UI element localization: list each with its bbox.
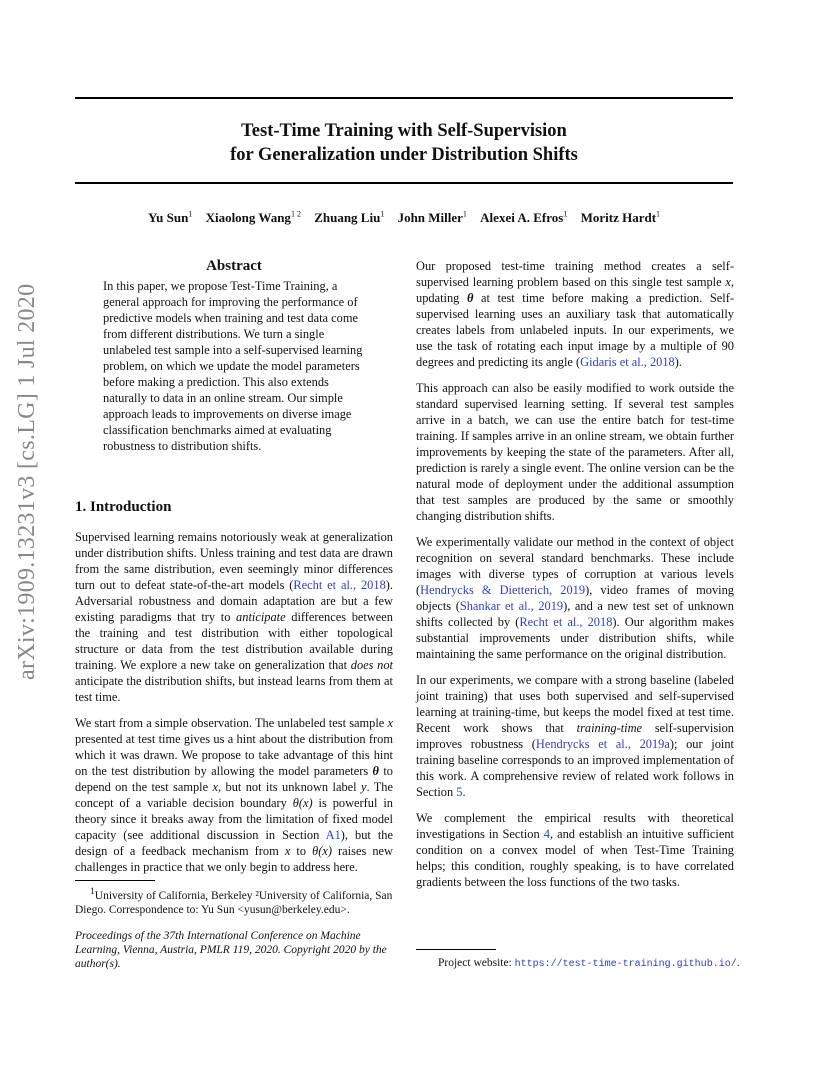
title-line-2: for Generalization under Distribution Shifts	[230, 145, 578, 165]
project-website-link[interactable]: https://test-time-training.github.io/	[514, 959, 737, 970]
citation-link[interactable]: Shankar et al., 2019	[459, 599, 564, 613]
right-paragraph-5: We complement the empirical results with theoretical investigations in Section 4, and establish an intuitive sufficient condition on a convex model of when Test-Time Training helps; this condition, roughly speaking, is to have correlated gradients between the loss functions of the two tasks.	[416, 811, 734, 889]
section-link[interactable]: 4	[543, 827, 550, 841]
arxiv-stamp: arXiv:1909.13231v3 [cs.LG] 1 Jul 2020	[14, 283, 40, 680]
left-column	[75, 258, 393, 885]
title-bottom-rule	[75, 182, 733, 184]
right-column	[416, 258, 734, 900]
abstract-heading: Abstract	[206, 258, 262, 274]
intro-paragraph-2: We start from a simple observation. The unlabeled test sample x presented at test time gives us a hint about the distribution from which it was drawn. We propose to take advantage of this hint on the test distribution by allowing the model parameters θ to depend on the test sample x, but not its unknown label y. The concept of a variable decision boundary θ(x) is powerful in theory since it breaks away from the limitation of fixed model capacity (see additional discussion in Section A1), but the design of a feedback mechanism from x to θ(x) raises new challenges in practice that we only begin to address here.	[75, 716, 394, 874]
citation-link[interactable]: Hendrycks et al., 2019a	[535, 737, 670, 751]
citation-link[interactable]: Recht et al., 2018	[519, 615, 613, 629]
affiliation-footnote: $^1$University of California, Berkeley ²University of California, San Diego. Correspondence to: Yu Sun <yusun@berkeley.edu>.	[75, 886, 393, 916]
author-list	[75, 210, 733, 226]
paper-title	[75, 119, 733, 167]
citation-link[interactable]: Recht et al., 2018	[293, 578, 386, 592]
citation-link[interactable]: Gidaris et al., 2018	[580, 355, 675, 369]
author: Xiaolong Wang$^{1 2}$	[205, 210, 301, 226]
right-paragraph-3: We experimentally validate our method in the context of object recognition on several standard benchmarks. These include images with diverse types of corruption at various levels (Hendrycks & Dietterich, 2019), video frames of moving objects (Shankar et al., 2019), and a new test set of unknown shifts collected by (Recht et al., 2018). Our algorithm makes substantial improvements under distribution shifts, while maintaining the same performance on the original distribution.	[416, 535, 734, 661]
citation-link[interactable]: Hendrycks & Dietterich, 2019	[420, 583, 586, 597]
title-line-1: Test-Time Training with Self-Supervision	[241, 121, 567, 141]
author: Yu Sun$^1$	[147, 210, 193, 226]
right-paragraph-2: This approach can also be easily modified to work outside the standard supervised learning setting. If several test samples arrive in a batch, we can use the entire batch for test-time training. If samples arrive in an online stream, we obtain further improvements by keeping the state of the parameters. After all, prediction is rarely a single event. The online version can be the natural mode of deployment under the additional assumption that test samples are produced by the same or smoothly changing distribution shifts.	[416, 381, 734, 523]
section-link[interactable]: 5	[456, 785, 463, 799]
author: Alexei A. Efros$^1$	[480, 210, 568, 226]
website-footnote-rule	[416, 949, 496, 950]
project-website-note: Project website: https://test-time-training.github.io/.	[438, 957, 740, 970]
right-paragraph-1: Our proposed test-time training method creates a self-supervised learning problem based on this single test sample x, updating θ at test time before making a prediction. Self-supervised learning uses an auxiliary task that automatically creates labels from unlabeled inputs. In our experiments, we use the task of rotating each input image by a multiple of 90 degrees and predicting its angle (Gidaris et al., 2018).	[416, 259, 734, 369]
intro-paragraph-1: Supervised learning remains notoriously weak at generalization under distribution shifts. Unless training and test data are drawn from the same distribution, even seemingly minor differences turn out to defeat state-of-the-art models (Recht et al., 2018). Adversarial robustness and domain adaptation are but a few existing paradigms that try to anticipate differences between the training and test distribution with either topological structure or data from the test distribution available during training. We explore a new take on generalization that does not anticipate the distribution shifts, but instead learns from them at test time.	[75, 530, 393, 704]
top-rule	[75, 97, 733, 99]
section-link[interactable]: A1	[325, 828, 341, 842]
right-paragraph-4: In our experiments, we compare with a strong baseline (labeled joint training) that uses both supervised and self-supervised learning at training-time, but keeps the model fixed at test time. Recent work shows that training-time self-supervision improves robustness (Hendrycks et al., 2019a); our joint training baseline corresponds to an improved implementation of this work. A comprehensive review of related work follows in Section 5.	[416, 673, 734, 799]
proceedings-note: Proceedings of the 37th International Conference on Machine Learning, Vienna, Austria, PMLR 119, 2020. Copyright 2020 by the author(s).	[75, 930, 387, 970]
author: Zhuang Liu$^1$	[314, 210, 385, 226]
abstract-text: In this paper, we propose Test-Time Training, a general approach for improving the performance of predictive models when training and test data come from different distributions. We turn a single unlabeled test sample into a self-supervised learning problem, on which we update the model parameters before making a prediction. This also extends naturally to data in an online stream. Our simple approach leads to improvements on diverse image classification benchmarks aimed at evaluating robustness to distribution shifts.	[103, 279, 363, 453]
author: John Miller$^1$	[397, 210, 467, 226]
section-heading-introduction: 1. Introduction	[75, 499, 172, 515]
footnote-rule	[75, 880, 155, 881]
author: Moritz Hardt$^1$	[580, 210, 661, 226]
